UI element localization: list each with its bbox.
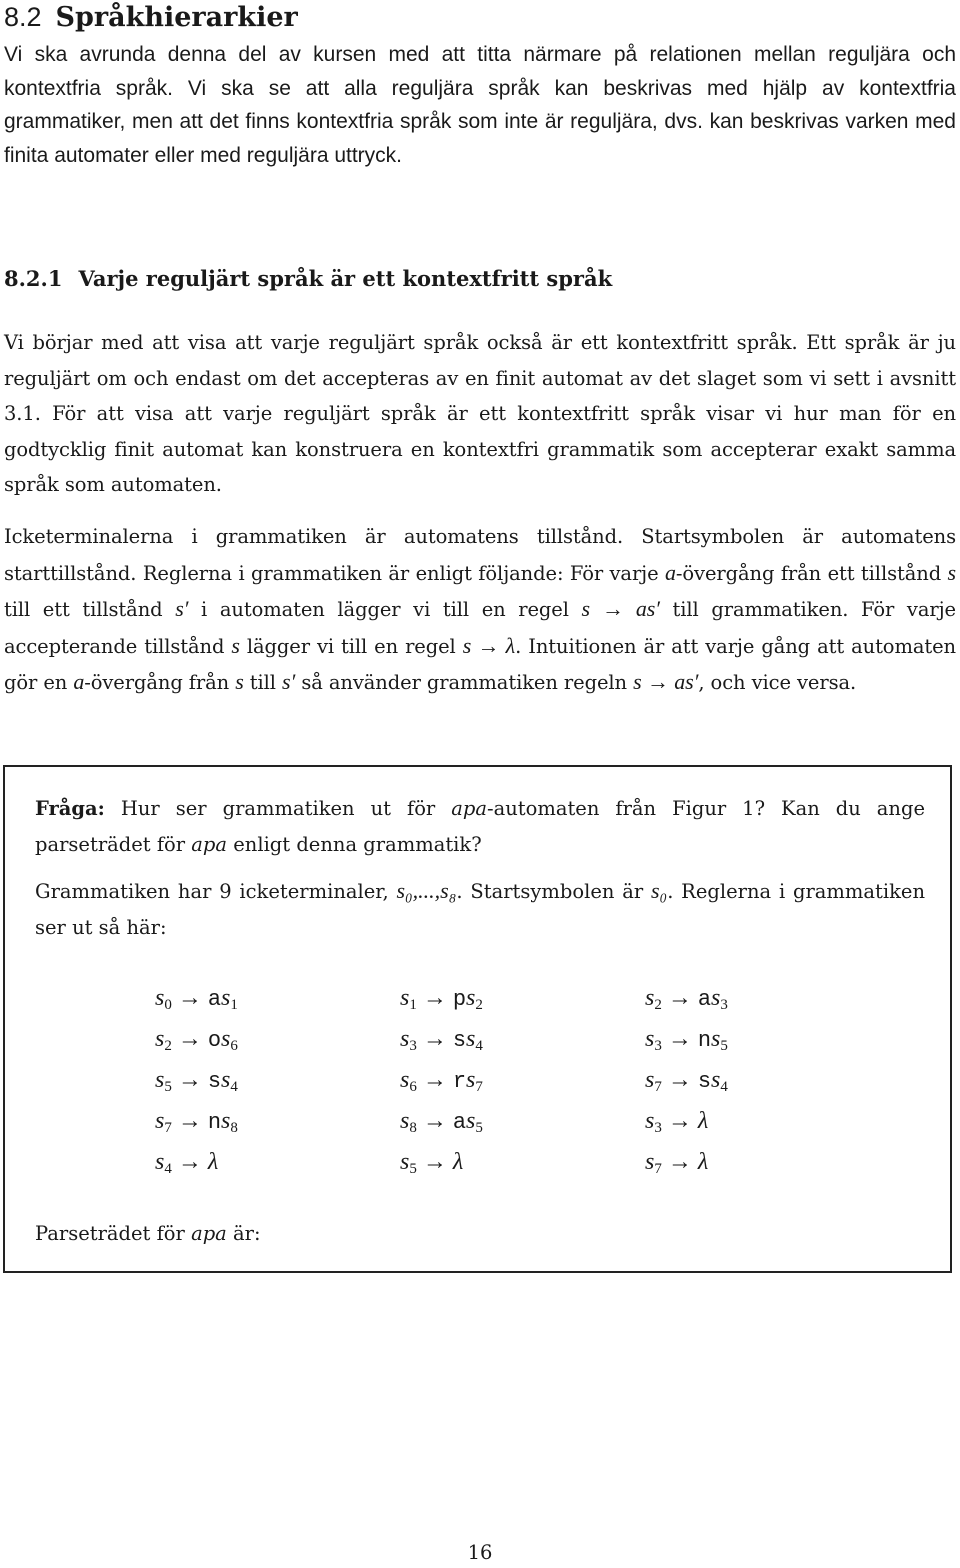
paragraph-text: så använder grammatiken regeln [295, 671, 634, 694]
rule-arrow: → [422, 985, 447, 1011]
question-box [3, 765, 952, 1273]
answer-text-part: . Startsymbolen är [456, 880, 651, 903]
rule-terminal: s [207, 1069, 222, 1094]
question-label: Fråga: [35, 797, 105, 820]
rule-rhs: λ [207, 1149, 219, 1175]
body-paragraph-1 [4, 325, 956, 503]
rule-arrow: → [667, 985, 692, 1011]
grammar-rule [645, 1025, 728, 1060]
grammar-rule [400, 1148, 463, 1183]
rule-lhs: $s_3$ [400, 1026, 417, 1054]
math-symbol: s [947, 559, 956, 585]
rule-rhs: $s_8$ [221, 1108, 238, 1136]
grammar-rule [155, 1025, 238, 1060]
math-expression: s → as′ [581, 596, 660, 621]
word-apa: apa [191, 832, 228, 856]
grammar-rule [155, 1066, 238, 1101]
section-heading [4, 0, 298, 35]
rule-terminal: p [452, 987, 467, 1012]
paragraph-text: -övergång från ett tillstånd [675, 561, 948, 585]
rule-arrow: → [177, 985, 202, 1011]
page-number: 16 [467, 1541, 493, 1564]
paragraph-text: Vi börjar med att visa att varje reguljärt språk också är ett kontextfritt språk. Ett språk är ju reguljärt om och endast om det accepteras av en finit automat av det slaget som vi sett i avsnitt 3.1. För att visa att varje reguljärt språk är ett kontextfritt språk visar vi hur man för en godtycklig finit automat kan konstruera en kontextfri grammatik som accepterar exakt samma språk som automaten. [4, 331, 956, 496]
rule-terminal: o [207, 1028, 222, 1053]
rule-rhs: $s_5$ [711, 1026, 728, 1054]
paragraph-text: Icketerminalerna i grammatiken är automatens tillstånd. Startsymbolen är automatens starttillstånd. Reglerna i grammatiken är enligt följande: För varje [4, 525, 956, 585]
rule-lhs: $s_8$ [400, 1108, 417, 1136]
grammar-rule [645, 1066, 728, 1101]
grammar-rule [645, 984, 728, 1019]
rule-rhs: $s_4$ [221, 1067, 238, 1095]
rule-rhs: $s_3$ [711, 985, 728, 1013]
rule-lhs: $s_5$ [155, 1067, 172, 1095]
paragraph-text: . Intuitionen är att varje gång att automaten gör en [4, 634, 956, 694]
math-symbol: a [73, 669, 85, 694]
math-symbol: a [665, 559, 676, 585]
section-number: 8.2 [4, 2, 42, 32]
subsection-heading [4, 264, 612, 294]
rule-lhs: $s_2$ [155, 1026, 172, 1054]
rule-arrow: → [422, 1026, 447, 1052]
rule-arrow: → [667, 1067, 692, 1093]
rule-terminal: s [452, 1028, 467, 1053]
math-symbol: s′ [175, 596, 189, 621]
question-text [35, 791, 925, 862]
rule-terminal: r [452, 1069, 467, 1094]
grammar-rule [400, 984, 483, 1019]
paragraph-text: till grammatiken. För varje accepterande tillstånd [4, 598, 956, 658]
parse-text: är: [226, 1222, 261, 1245]
rule-terminal: a [452, 1110, 467, 1135]
grammar-rule [400, 1025, 483, 1060]
subsection-number: 8.2.1 [4, 266, 63, 291]
rule-rhs: $s_4$ [466, 1026, 483, 1054]
paragraph-text: , och vice versa. [698, 671, 857, 694]
subsection-title: Varje reguljärt språk är ett kontextfritt språk [78, 266, 613, 291]
question-text-part: Hur ser grammatiken ut för [104, 797, 452, 820]
paragraph-text: i automaten lägger vi till en regel [188, 598, 582, 621]
rule-lhs: $s_5$ [400, 1149, 417, 1177]
paragraph-text: -övergång från [84, 671, 236, 694]
word-apa: apa [191, 1222, 227, 1245]
rule-lhs: $s_0$ [155, 985, 172, 1013]
rule-rhs: $s_2$ [466, 985, 483, 1013]
rule-arrow: → [422, 1067, 447, 1093]
answer-text-part: . Reglerna i grammatiken ser ut så här: [35, 880, 926, 939]
math-symbol: s [231, 632, 240, 658]
math-expression: s₀,...,s₈ [396, 878, 457, 903]
rule-arrow: → [667, 1026, 692, 1052]
rule-rhs: $s_7$ [466, 1067, 483, 1095]
section-title: Språkhierarkier [55, 2, 298, 33]
paragraph-text: till ett tillstånd [4, 598, 176, 621]
question-text-part: enligt denna grammatik? [227, 832, 482, 856]
grammar-rule [645, 1148, 708, 1183]
rule-terminal: a [697, 987, 712, 1012]
rule-rhs: $s_1$ [221, 985, 238, 1013]
grammar-rules [5, 972, 950, 1182]
rule-rhs: λ [452, 1149, 464, 1175]
grammar-rule [400, 1107, 483, 1142]
rule-arrow: → [177, 1149, 202, 1175]
rule-lhs: $s_7$ [645, 1149, 662, 1177]
rule-terminal: a [207, 987, 222, 1012]
answer-text-part: Grammatiken har 9 icketerminaler, [35, 880, 397, 903]
math-symbol: s′ [282, 669, 296, 694]
grammar-rule [155, 1107, 238, 1142]
answer-text [35, 873, 925, 945]
body-paragraph-2 [4, 519, 956, 701]
grammar-rule [155, 1148, 218, 1183]
grammar-rule [155, 984, 238, 1019]
rule-arrow: → [177, 1026, 202, 1052]
math-symbol: s [235, 669, 244, 694]
rule-lhs: $s_1$ [400, 985, 417, 1013]
intro-paragraph: Vi ska avrunda denna del av kursen med att titta närmare på relationen mellan reguljära och kontextfria språk. Vi ska se att alla reguljära språk kan beskrivas med hjälp av kontextfria grammatiker, men att det finns kontextfria språk som inte är reguljära, dvs. kan beskrivas varken med finita automater eller med reguljära uttryck. [4, 43, 956, 167]
rule-arrow: → [177, 1108, 202, 1134]
rule-rhs: $s_4$ [711, 1067, 728, 1095]
rule-lhs: $s_4$ [155, 1149, 172, 1177]
math-expression: s → as′ [633, 669, 699, 694]
rule-lhs: $s_3$ [645, 1108, 662, 1136]
rule-lhs: $s_2$ [645, 985, 662, 1013]
math-symbol: s₀ [650, 878, 668, 903]
rule-rhs: $s_6$ [221, 1026, 238, 1054]
rule-lhs: $s_7$ [155, 1108, 172, 1136]
grammar-rule [400, 1066, 483, 1101]
rule-rhs: $s_5$ [466, 1108, 483, 1136]
math-expression: s → λ [462, 632, 516, 658]
word-apa: apa [451, 797, 487, 820]
grammar-rule [645, 1107, 708, 1142]
rule-lhs: $s_7$ [645, 1067, 662, 1095]
rule-terminal: s [697, 1069, 712, 1094]
paragraph-text: lägger vi till en regel [239, 634, 463, 658]
rule-arrow: → [177, 1067, 202, 1093]
parse-text: Parseträdet för [35, 1222, 192, 1245]
rule-arrow: → [667, 1149, 692, 1175]
paragraph-text: till [243, 671, 283, 694]
rule-terminal: n [697, 1028, 712, 1053]
rule-rhs: λ [697, 1108, 709, 1134]
rule-arrow: → [422, 1149, 447, 1175]
rule-arrow: → [422, 1108, 447, 1134]
rule-arrow: → [667, 1108, 692, 1134]
parse-tree-label [35, 1216, 925, 1252]
rule-rhs: λ [697, 1149, 709, 1175]
question-text-part: -automaten från Figur 1? Kan du ange parseträdet för [35, 797, 925, 856]
rule-terminal: n [207, 1110, 222, 1135]
rule-lhs: $s_6$ [400, 1067, 417, 1095]
rule-lhs: $s_3$ [645, 1026, 662, 1054]
